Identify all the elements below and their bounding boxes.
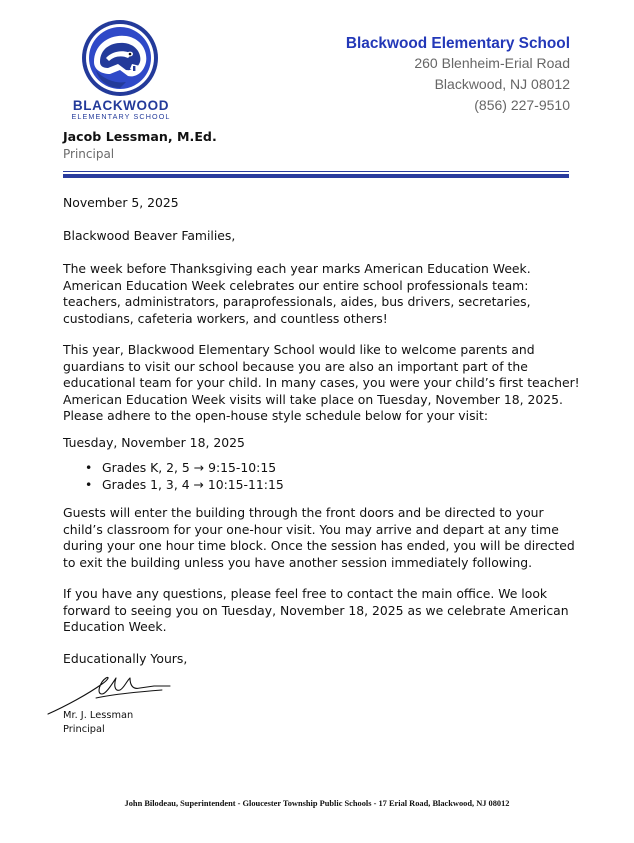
paragraph-1: The week before Thanksgiving each year marks American Education Week. American Education Week celebrates our entire school professionals team: teachers, administrators, paraprofessionals, aides, bus drivers, secretaries, custodians, cafeteria workers, and countless others! [63,261,531,326]
schedule-list [80,460,284,493]
letter-greeting: Blackwood Beaver Families, [63,228,236,243]
letter-closing: Educationally Yours, [63,651,188,666]
logo-subtitle: ELEMENTARY SCHOOL [71,112,171,121]
beaver-mascot-icon [80,18,160,98]
paragraph-4: If you have any questions, please feel free to contact the main office. We look forward to seeing you on Tuesday, November 18, 2025 as we celebrate American Education Week. [63,586,569,634]
principal-title: Principal [63,147,115,161]
school-city: Blackwood, NJ 08012 [434,76,570,92]
letter-date: November 5, 2025 [63,195,179,210]
schedule-item: • Grades 1, 3, 4 → 10:15-11:15 [80,477,284,494]
school-address-block [346,34,570,116]
logo-wordmark: BLACKWOOD [72,98,170,113]
paragraph-3: Guests will enter the building through the front doors and be directed to your child’s classroom for your one-hour visit. You may arrive and depart at any time during your one hour time block. Once the session has ended, you will be directed to exit the building unless you have another session immediately following. [63,505,575,570]
paragraph-2: This year, Blackwood Elementary School would like to welcome parents and guardians to visit our school because you are also an important part of the educational team for your child. In many cases, you were your child’s first teacher! American Education Week visits will take place on Tuesday, November 18, 2025. Please adhere to the open-house style schedule below for your visit: [63,342,580,423]
school-phone: (856) 227-9510 [474,97,570,113]
footer-text: John Bilodeau, Superintendent - Gloucester Township Public Schools - 17 Erial Road, Blackwood, NJ 08012 [124,799,510,808]
signer-title: Principal [63,724,105,735]
schedule-heading: Tuesday, November 18, 2025 [63,435,245,450]
header-divider-thin [63,171,569,172]
school-street: 260 Blenheim-Erial Road [414,55,570,71]
header-divider-thick [63,174,569,178]
school-name: Blackwood Elementary School [345,35,570,52]
signer-name: Mr. J. Lessman [63,710,134,721]
principal-name: Jacob Lessman, M.Ed. [63,129,217,144]
schedule-item: • Grades K, 2, 5 → 9:15-10:15 [80,460,284,477]
